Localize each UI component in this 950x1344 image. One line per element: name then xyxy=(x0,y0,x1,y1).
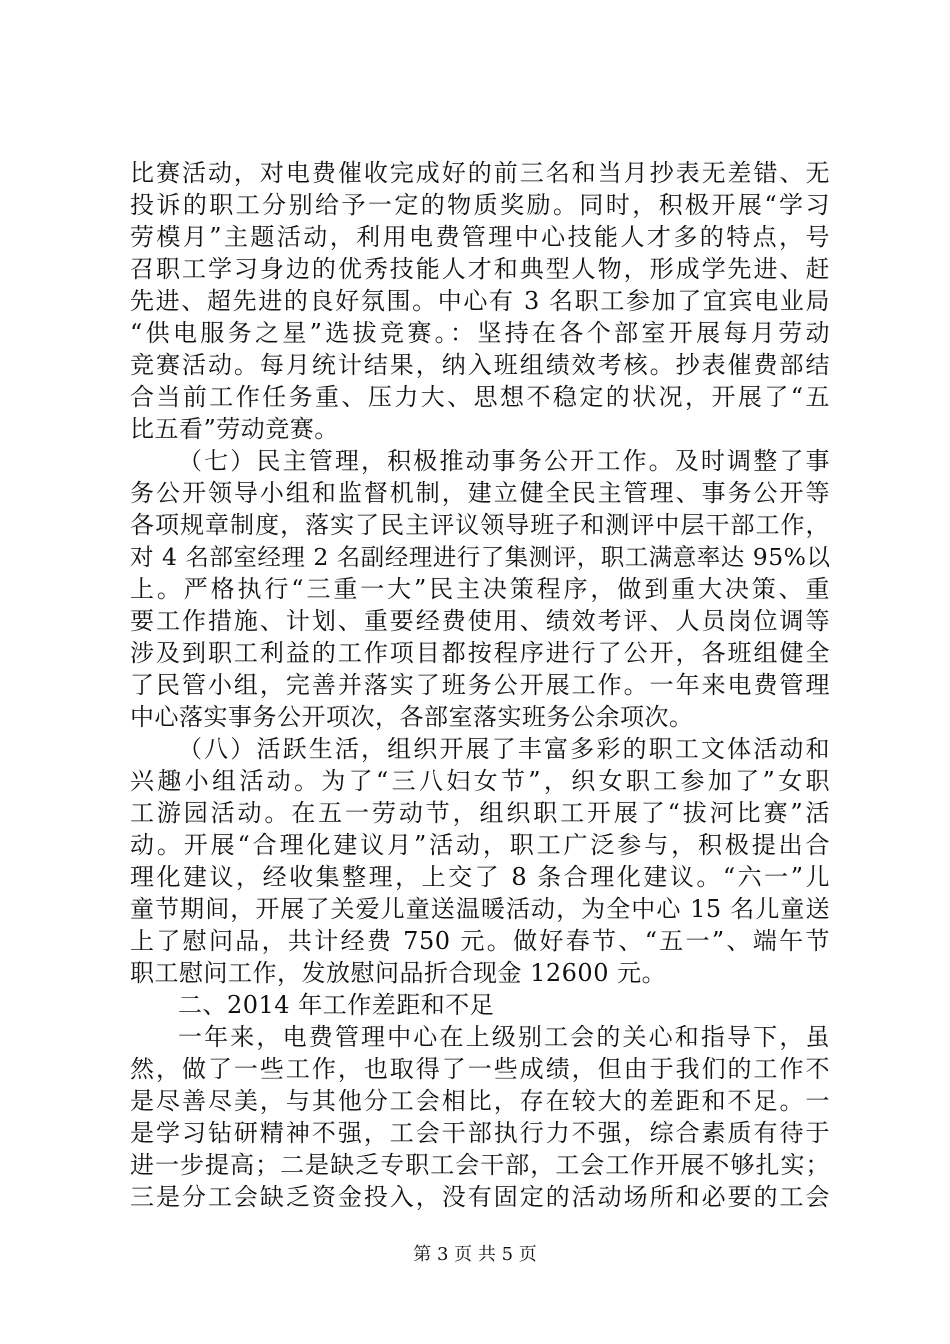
text-line: 一年来，电费管理中心在上级别工会的关心和指导下，虽 xyxy=(178,1023,830,1051)
text-line: 召职工学习身边的优秀技能人才和典型人物，形成学先进、赶 xyxy=(130,255,830,283)
text-line: 合当前工作任务重、压力大、思想不稳定的状况，开展了“五 xyxy=(130,383,830,411)
text-line: 比五看”劳动竞赛。 xyxy=(130,415,339,443)
text-line: 职工慰问工作，发放慰问品折合现金 12600 元。 xyxy=(130,959,667,987)
text-line: 工游园活动。在五一劳动节，组织职工开展了“拔河比赛”活 xyxy=(130,799,830,827)
text-line: 了民管小组，完善并落实了班务公开展工作。一年来电费管理 xyxy=(130,671,830,699)
text-line: 动。开展“合理化建议月”活动，职工广泛参与，积极提出合 xyxy=(130,831,830,859)
section-heading-2: 二、2014 年工作差距和不足 xyxy=(178,991,495,1019)
text-line: 各项规章制度，落实了民主评议领导班子和测评中层干部工作， xyxy=(130,511,830,539)
text-line: 涉及到职工利益的工作项目都按程序进行了公开，各班组健全 xyxy=(130,639,830,667)
text-line: 上了慰问品，共计经费 750 元。做好春节、“五一”、端午节 xyxy=(130,927,830,955)
text-line: 投诉的职工分别给予一定的物质奖励。同时，积极开展“学习 xyxy=(130,191,830,219)
text-line: 童节期间，开展了关爱儿童送温暖活动，为全中心 15 名儿童送 xyxy=(130,895,830,923)
text-line: 三是分工会缺乏资金投入，没有固定的活动场所和必要的工会 xyxy=(130,1183,830,1211)
text-line: “供电服务之星”选拔竞赛。：坚持在各个部室开展每月劳动 xyxy=(130,319,830,347)
page-footer: 第 3 页 共 5 页 xyxy=(413,1244,537,1265)
body-text xyxy=(130,157,830,1213)
text-line: 进一步提高；二是缺乏专职工会干部，工会工作开展不够扎实； xyxy=(130,1151,830,1179)
text-line: 上。严格执行“三重一大”民主决策程序，做到重大决策、重 xyxy=(130,575,830,603)
text-line: 劳模月”主题活动，利用电费管理中心技能人才多的特点，号 xyxy=(130,223,830,251)
text-line: 对 4 名部室经理 2 名副经理进行了集测评，职工满意率达 95%以 xyxy=(130,543,831,571)
section-heading-8: （八）活跃生活，组织开展了丰富多彩的职工文体活动和 xyxy=(178,735,830,763)
text-line: 比赛活动，对电费催收完成好的前三名和当月抄表无差错、无 xyxy=(130,159,830,187)
text-line: 先进、超先进的良好氛围。中心有 3 名职工参加了宜宾电业局 xyxy=(130,287,830,315)
text-line: 是学习钻研精神不强，工会干部执行力不强，综合素质有待于 xyxy=(130,1119,830,1147)
text-line: 是尽善尽美，与其他分工会相比，存在较大的差距和不足。一 xyxy=(130,1087,830,1115)
text-line: 然，做了一些工作，也取得了一些成绩，但由于我们的工作不 xyxy=(130,1055,830,1083)
section-heading-7: （七）民主管理，积极推动事务公开工作。及时调整了事 xyxy=(178,447,830,475)
text-line: 要工作措施、计划、重要经费使用、绩效考评、人员岗位调等 xyxy=(130,607,830,635)
text-line: 理化建议，经收集整理，上交了 8 条合理化建议。“六一”儿 xyxy=(130,863,830,891)
text-line: 兴趣小组活动。为了“三八妇女节”，织女职工参加了”女职 xyxy=(130,767,830,795)
text-line: 中心落实事务公开项次，各部室落实班务公余项次。 xyxy=(130,703,694,731)
text-line: 务公开领导小组和监督机制，建立健全民主管理、事务公开等 xyxy=(130,479,830,507)
text-line: 竞赛活动。每月统计结果，纳入班组绩效考核。抄表催费部结 xyxy=(130,351,830,379)
